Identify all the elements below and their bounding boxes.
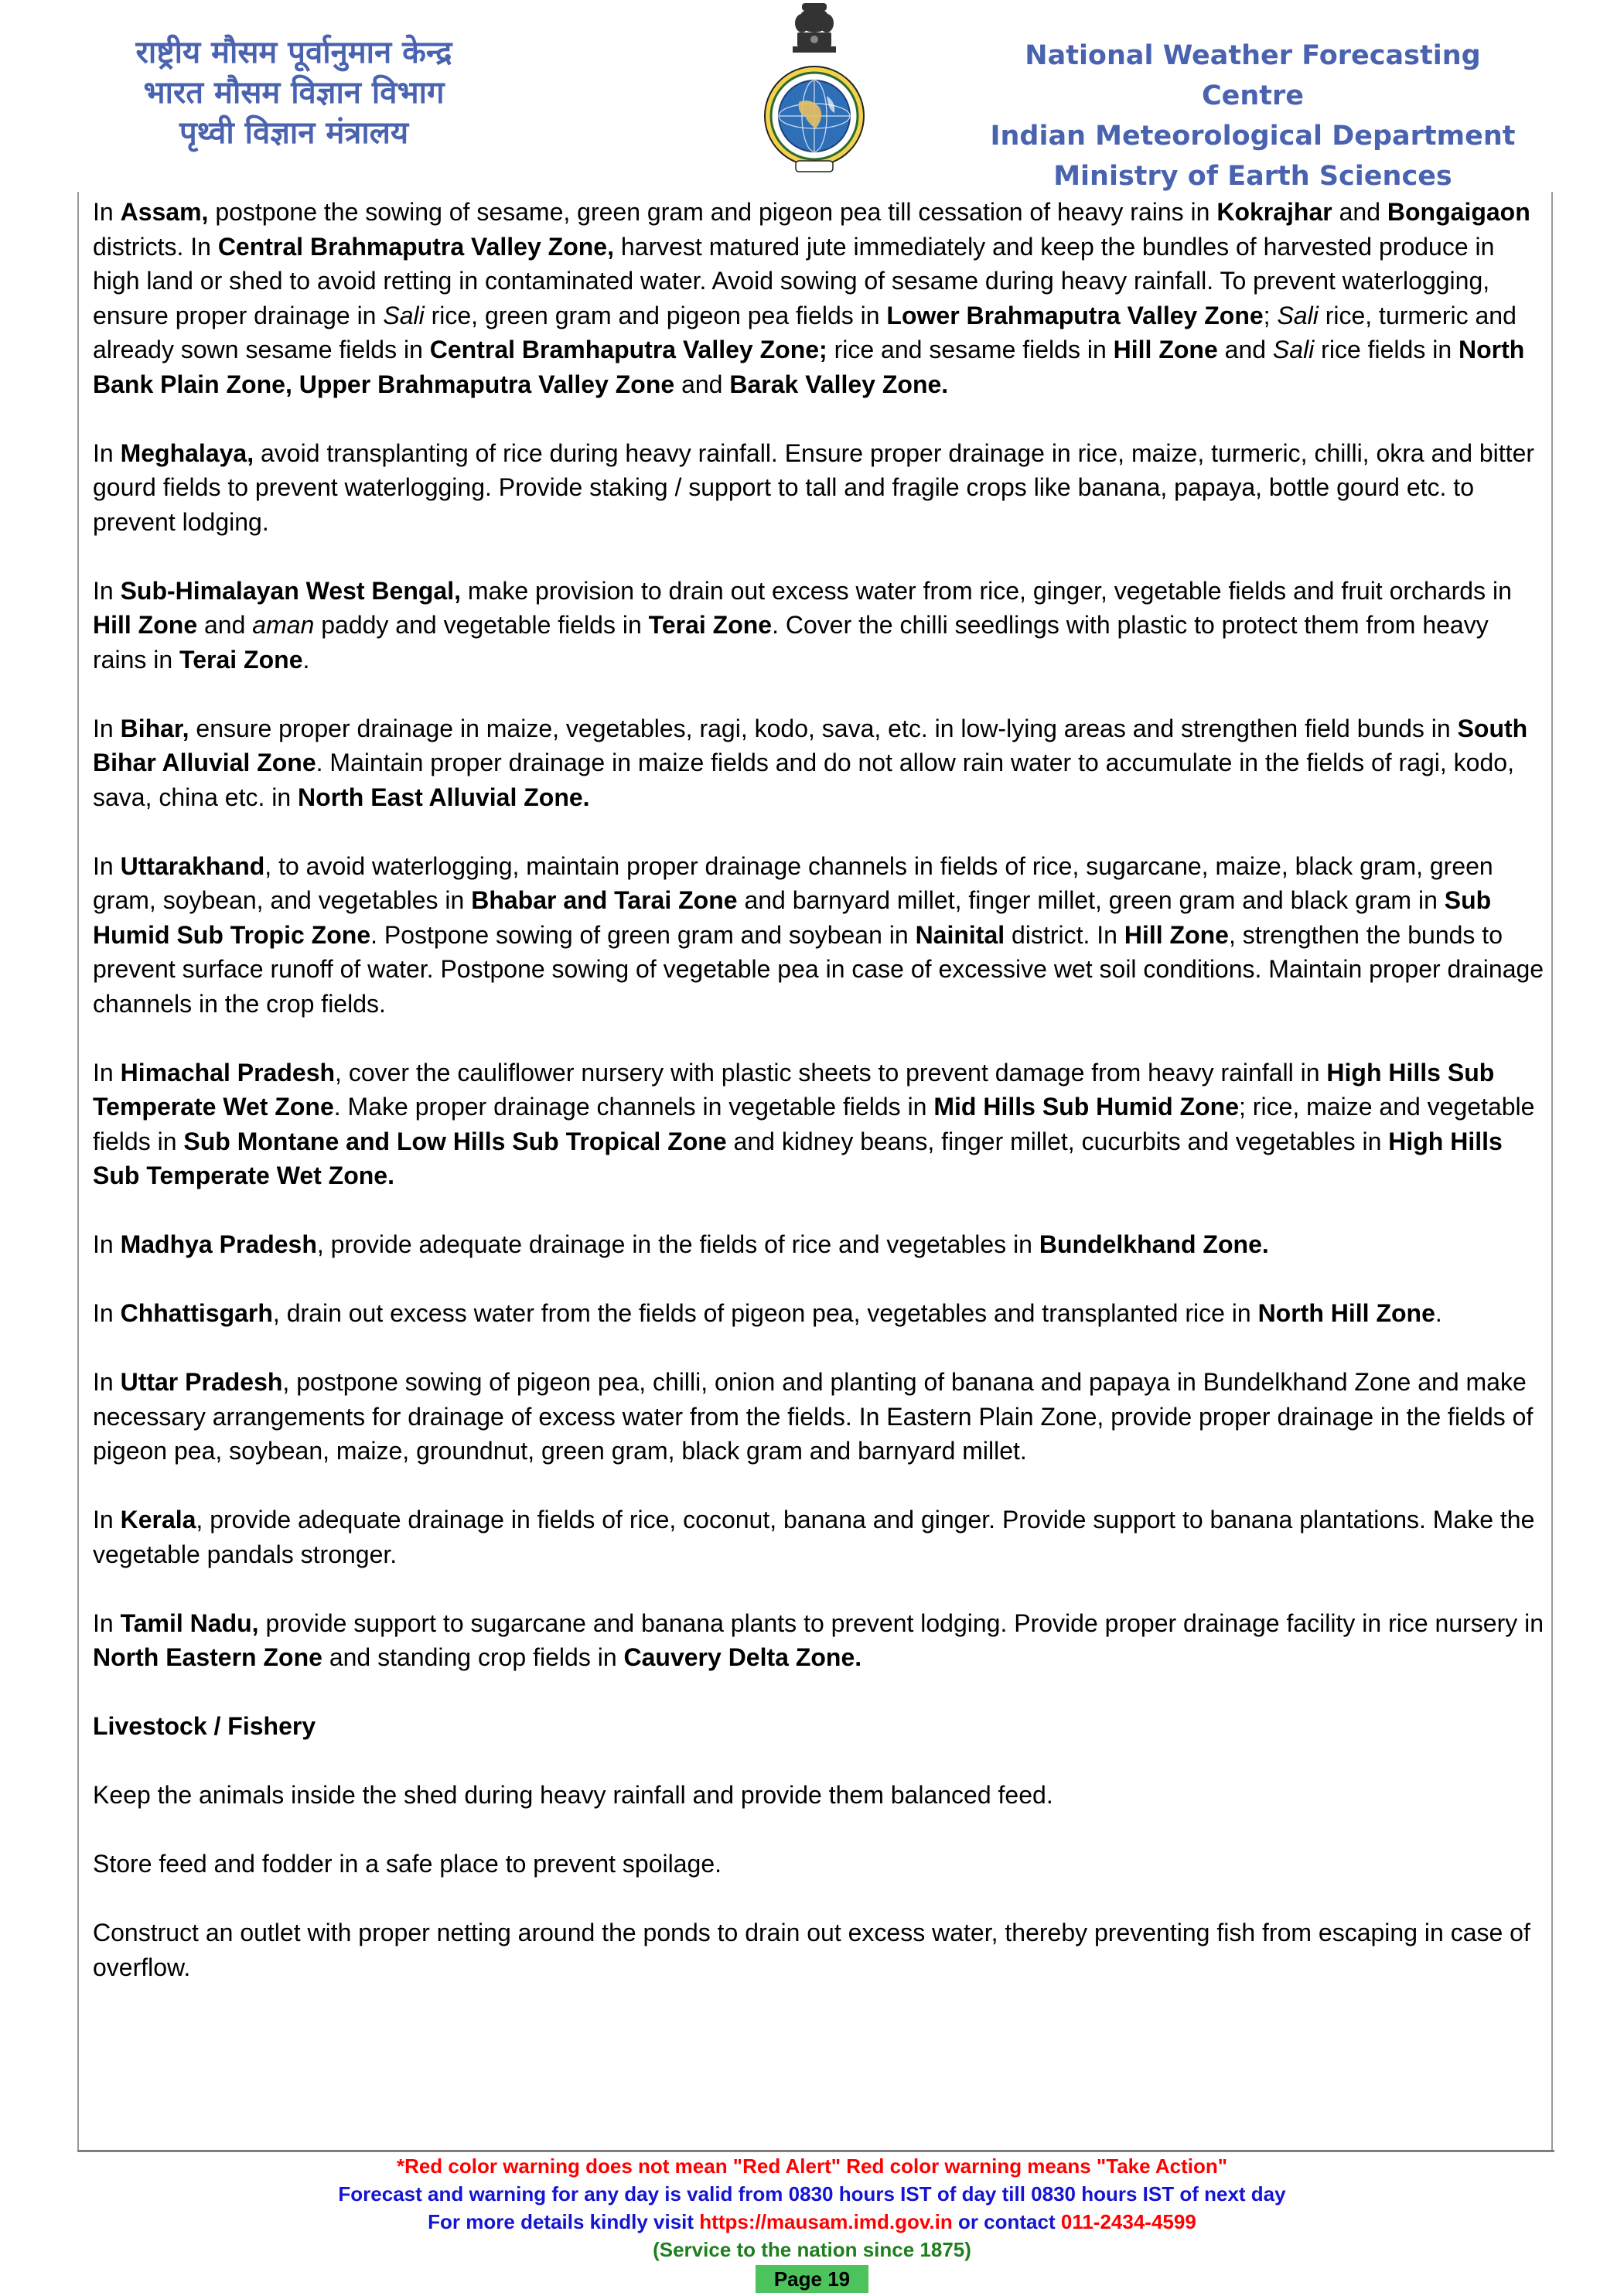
text-run: . — [1435, 1299, 1442, 1327]
bold-text: Hill Zone — [93, 611, 198, 639]
text-run: Keep the animals inside the shed during heavy rainfall and provide them balanced feed. — [93, 1781, 1053, 1809]
text-run: In — [93, 1368, 121, 1396]
bold-text: Central Bramhaputra Valley Zone; — [429, 336, 827, 363]
text-run: In — [93, 576, 121, 605]
advisory-paragraph — [93, 1847, 1547, 1881]
bold-text: High Hills Sub Temperate Wet Zone. — [93, 1127, 1503, 1189]
english-org-name — [974, 36, 1531, 196]
bold-text: Nainital — [915, 920, 1005, 949]
text-run: , to avoid waterlogging, maintain proper drainage channels in fields of rice, sugarcane, maize, black gram, green gram, soybean, and vegetables in — [93, 851, 1493, 914]
text-run: In — [93, 1299, 121, 1327]
hindi-org-name — [77, 32, 510, 153]
text-run: and — [1217, 336, 1273, 363]
imd-emblem-icon — [762, 0, 867, 183]
bold-text: Livestock / Fishery — [93, 1712, 316, 1740]
bold-text: Uttar Pradesh — [120, 1368, 283, 1396]
advisory-paragraph — [93, 1606, 1547, 1675]
text-run: districts. In — [93, 232, 218, 261]
text-run: and — [1332, 198, 1387, 226]
phone-number: 011-2434-4599 — [1060, 2210, 1196, 2233]
text-run: district. In — [1005, 920, 1124, 949]
text-run: Store feed and fodder in a safe place to prevent spoilage. — [93, 1850, 722, 1878]
bold-text: Kokrajhar — [1216, 198, 1332, 226]
text-run: In — [93, 1609, 121, 1637]
text-run: . Make proper drainage channels in vegetable fields in — [333, 1093, 934, 1121]
advisory-paragraph — [93, 1709, 1547, 1744]
text-run: and standing crop fields in — [322, 1643, 624, 1671]
page-footer — [0, 2152, 1624, 2293]
advisory-paragraph — [93, 1227, 1547, 1262]
bold-text: Lower Brahmaputra Valley Zone — [886, 301, 1264, 329]
bold-text: Barak Valley Zone. — [729, 370, 949, 398]
text-run: , postpone sowing of pigeon pea, chilli, onion and planting of banana and papaya in Bundelkhand Zone and make necessary arrangements for drainage of excess water from the fields. In Eastern Plain Zone, provide proper drainage in the fields of pigeon pea, soybean, maize, groundnut, green gram, black gram and barnyard millet. — [93, 1368, 1534, 1465]
bold-text: South Bihar Alluvial Zone — [93, 714, 1528, 776]
contact-line — [0, 2208, 1624, 2236]
contact-mid: or contact — [952, 2210, 1061, 2233]
text-run: . Postpone sowing of green gram and soybean in — [370, 920, 916, 949]
text-run: paddy and vegetable fields in — [314, 611, 649, 639]
english-line-1: National Weather Forecasting Centre — [1025, 40, 1481, 111]
text-run: and — [674, 370, 730, 398]
text-run: harvest matured jute immediately and keep the bundles of harvested produce in high land or shed to avoid retting in contaminated water. Avoid sowing of sesame during heavy rainfall. To prevent waterlogging, ensure proper drainage in — [93, 232, 1495, 329]
text-run: rice and sesame fields in — [827, 336, 1114, 363]
hindi-line-3: पृथ्वी विज्ञान मंत्रालय — [179, 115, 409, 151]
bold-text: Assam, — [120, 198, 209, 226]
text-run: rice, turmeric and already sown sesame fields in — [93, 301, 1517, 363]
text-run: In — [93, 851, 121, 880]
bold-text: Bhabar and Tarai Zone — [471, 886, 738, 914]
bold-text: Terai Zone — [648, 611, 773, 639]
text-run: In — [93, 714, 121, 742]
text-run: and barnyard millet, finger millet, green gram and black gram in — [737, 886, 1445, 914]
text-run: ; rice, maize and vegetable fields in — [93, 1093, 1535, 1155]
hindi-line-2: भारत मौसम विज्ञान विभाग — [143, 75, 445, 111]
text-run: ensure proper drainage in maize, vegetables, ragi, kodo, sava, etc. in low-lying areas and strengthen field bunds in — [189, 714, 1458, 742]
bold-text: Terai Zone — [179, 645, 303, 674]
bold-text: Chhattisgarh — [120, 1299, 273, 1327]
bold-text: Kerala — [120, 1506, 196, 1534]
hindi-line-1: राष्ट्रीय मौसम पूर्वानुमान केन्द्र — [135, 35, 452, 70]
red-warning-note: *Red color warning does not mean "Red Alert" Red color warning means "Take Action" — [396, 2154, 1228, 2178]
text-run: In — [93, 1230, 121, 1258]
service-note: (Service to the nation since 1875) — [653, 2238, 971, 2261]
text-run: postpone the sowing of sesame, green gram and pigeon pea till cessation of heavy rains in — [208, 198, 1217, 226]
text-run: rice, green gram and pigeon pea fields in — [424, 301, 887, 329]
bold-text: Himachal Pradesh — [120, 1058, 336, 1087]
text-run: . Cover the chilli seedlings with plastic to protect them from heavy rains in — [93, 611, 1489, 674]
text-run: avoid transplanting of rice during heavy rainfall. Ensure proper drainage in rice, maize, turmeric, chilli, okra and bitter gourd fields to prevent waterlogging. Provide staking / support to tall and fragile crops like banana, papaya, bottle gourd etc. to prevent lodging. — [93, 438, 1535, 536]
contact-prefix: For more details kindly visit — [428, 2210, 700, 2233]
text-run: . — [302, 645, 310, 674]
text-run: . Maintain proper drainage in maize fields and do not allow rain water to accumulate in the fields of ragi, kodo, sava, china etc. in — [93, 749, 1514, 811]
bold-text: Bongaigaon — [1387, 198, 1530, 226]
bold-text: Uttarakhand — [120, 851, 265, 880]
bold-text: Sub-Himalayan West Bengal, — [120, 576, 461, 605]
advisory-paragraph — [93, 1365, 1547, 1469]
text-run: , cover the cauliflower nursery with plastic sheets to prevent damage from heavy rainfall in — [335, 1058, 1327, 1087]
advisory-paragraph — [93, 1916, 1547, 1984]
text-run: In — [93, 1058, 121, 1087]
text-run: , strengthen the bunds to prevent surface runoff of water. Postpone sowing of vegetable pea in case of excessive wet soil conditions. Maintain proper drainage channels in the crop fields. — [93, 920, 1544, 1018]
page-header — [0, 0, 1624, 193]
advisory-paragraph — [93, 574, 1547, 677]
advisory-paragraph — [93, 1056, 1547, 1193]
text-run: and — [197, 611, 253, 639]
text-run: In — [93, 438, 121, 467]
text-run: , provide adequate drainage in the fields of rice and vegetables in — [316, 1230, 1039, 1258]
text-run: In — [93, 198, 121, 226]
bold-text: Meghalaya, — [120, 438, 254, 467]
bold-text: Central Brahmaputra Valley Zone, — [217, 232, 614, 261]
bold-text: Hill Zone — [1124, 920, 1229, 949]
italic-text: Sali — [383, 301, 425, 329]
bold-text: Madhya Pradesh — [120, 1230, 317, 1258]
advisory-paragraph — [93, 849, 1547, 1022]
advisory-paragraph — [93, 1296, 1547, 1331]
advisory-paragraph — [93, 1778, 1547, 1813]
text-run: make provision to drain out excess water from rice, ginger, vegetable fields and fruit orchards in — [460, 576, 1512, 605]
italic-text: Sali — [1277, 301, 1319, 329]
advisory-paragraph — [93, 1503, 1547, 1571]
english-line-3: Ministry of Earth Sciences — [1053, 161, 1452, 192]
bold-text: High Hills Sub Temperate Wet Zone — [93, 1058, 1495, 1121]
bold-text: Cauvery Delta Zone. — [623, 1643, 862, 1671]
bold-text: North East Alluvial Zone. — [298, 783, 590, 811]
bold-text: North Eastern Zone — [93, 1643, 322, 1671]
bold-text: Sub Humid Sub Tropic Zone — [93, 886, 1492, 949]
italic-text: Sali — [1272, 336, 1315, 363]
bold-text: Tamil Nadu, — [120, 1609, 259, 1637]
italic-text: aman — [252, 611, 315, 639]
advisory-paragraph — [93, 711, 1547, 815]
text-run: Construct an outlet with proper netting around the ponds to drain out excess water, thereby preventing fish from escaping in case of overflow. — [93, 1919, 1530, 1981]
bold-text: Mid Hills Sub Humid Zone — [933, 1093, 1240, 1121]
bold-text: Bihar, — [120, 714, 189, 742]
bold-text: Hill Zone — [1113, 336, 1218, 363]
validity-note: Forecast and warning for any day is valid from 0830 hours IST of day till 0830 hours IST of next day — [338, 2182, 1286, 2206]
bold-text: Bundelkhand Zone. — [1039, 1230, 1269, 1258]
text-run: , drain out excess water from the fields of pigeon pea, vegetables and transplanted rice in — [272, 1299, 1258, 1327]
text-run: provide support to sugarcane and banana plants to prevent lodging. Provide proper drainage facility in rice nursery in — [258, 1609, 1544, 1637]
bold-text: Sub Montane and Low Hills Sub Tropical Zone — [183, 1127, 727, 1155]
page-number-badge: Page 19 — [756, 2265, 868, 2293]
text-run: ; — [1263, 301, 1278, 329]
bold-text: North Bank Plain Zone, Upper Brahmaputra Valley Zone — [93, 336, 1525, 398]
website-link[interactable]: https://mausam.imd.gov.in — [699, 2210, 953, 2233]
text-run: and kidney beans, finger millet, cucurbits and vegetables in — [726, 1127, 1389, 1155]
advisory-content — [93, 195, 1547, 2019]
text-run: In — [93, 1506, 121, 1534]
advisory-paragraph — [93, 436, 1547, 540]
bold-text: North Hill Zone — [1257, 1299, 1435, 1327]
english-line-2: Indian Meteorological Department — [990, 121, 1516, 152]
text-run: , provide adequate drainage in fields of rice, coconut, banana and ginger. Provide support to banana plantations. Make the vegetable pandals stronger. — [93, 1506, 1535, 1568]
text-run: rice fields in — [1314, 336, 1459, 363]
advisory-paragraph — [93, 195, 1547, 401]
